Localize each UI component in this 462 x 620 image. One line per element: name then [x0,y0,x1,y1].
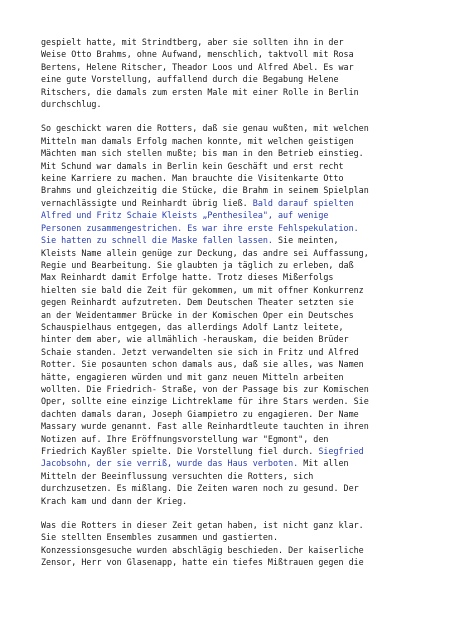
highlighted-text-segment: Siegfried Jacobsohn, der sie verriß, wurde das Haus verboten. [41,446,364,469]
paragraph-3 [41,519,433,569]
paragraph-2 [41,122,433,507]
highlighted-text-segment: Bald darauf spielten Alfred und Fritz Schaie Kleists „Penthesilea", auf wenige Personen zusammengestrichen. Es war ihre erste Fehlspekulation. Sie hatten zu schnell die Maske fallen lassen. [41,197,359,246]
text-segment: Was die Rotters in dieser Zeit getan haben, ist nicht ganz klar. Sie stellten Ensembles zusammen und gastierten. Konzessionsgesuche wurden abschlägig beschieden. Der kaiserliche Zensor, Herr von Glasenapp, hatte ein tiefes Mißtrauen gegen die [41,520,364,568]
text-segment: So geschickt waren die Rotters, daß sie genau wußten, mit welchen Mitteln man damals Erfolg machen konnte, mit welchen geistigen Mächten man sich stellen mußte; bis man in den Betrieb einstieg. Mit Schund war damals in Berlin kein Geschäft und erst recht keine Karriere zu machen. Man brauchte die Visitenkarte Otto Brahms und gleichzeitig die Stücke, die Brahm in seinem Spielplan vernachlässigte und Reinhardt übrig ließ. [41,123,369,208]
text-segment: Mit allen Mitteln der Beeinflussung versuchten die Rotters, sich durchzusetzen. Es mißlang. Die Zeiten waren noch zu gesund. Der Krach kam und dann der Krieg. [41,458,359,506]
document-page [41,36,433,581]
text-segment: Sie meinten, Kleists Name allein genüge zur Deckung, das andre sei Auffassung, Regie und Bearbeitung. Sie glaubten ja täglich zu erleben, daß Max Reinhardt damit Erfolge hatte. Trotz dieses Mißerfolgs hielten sie bald die Zeit für gekommen, um mit offner Konkurrenz gegen Reinhardt aufzutreten. Dem Deutschen Theater setzten sie an der Weidentammer Brücke in der Komischen Oper ein Deutsches Schauspielhaus entgegen, das allerdings Adolf Lantz leitete, hinter dem aber, wie allmählich -herauskam, die beiden Brüder Schaie standen. Jetzt verwandelten sie sich in Fritz und Alfred Rotter. Sie posaunten schon damals aus, daß sie alles, was Namen hätte, engagieren würden und mit ganz neuen Mitteln arbeiten wollten. Die Friedrich- Straße, von der Passage bis zur Komischen Oper, sollte eine einzige Lichtreklame für ihre Stars werden. Sie dachten damals daran, Joseph Giampietro zu engagieren. Der Name Massary wurde genannt. Fast alle Reinhardtleute tauchten in ihren Notizen auf. Ihre Eröffnungsvorstellung war "Egmont", den Friedrich Kayßler spielte. Die Vorstellung fiel durch. [41,235,369,456]
paragraph-1 [41,36,433,110]
text-segment: gespielt hatte, mit Strindtberg, aber sie sollten ihn in der Weise Otto Brahms, ohne Aufwand, menschlich, taktvoll mit Rosa Bertens, Helene Ritscher, Theador Loos und Alfred Abel. Es war eine gute Vorstellung, auffallend durch die Begabung Helene Ritschers, die damals zum ersten Male mit einer Rolle in Berlin durchschlug. [41,37,359,110]
